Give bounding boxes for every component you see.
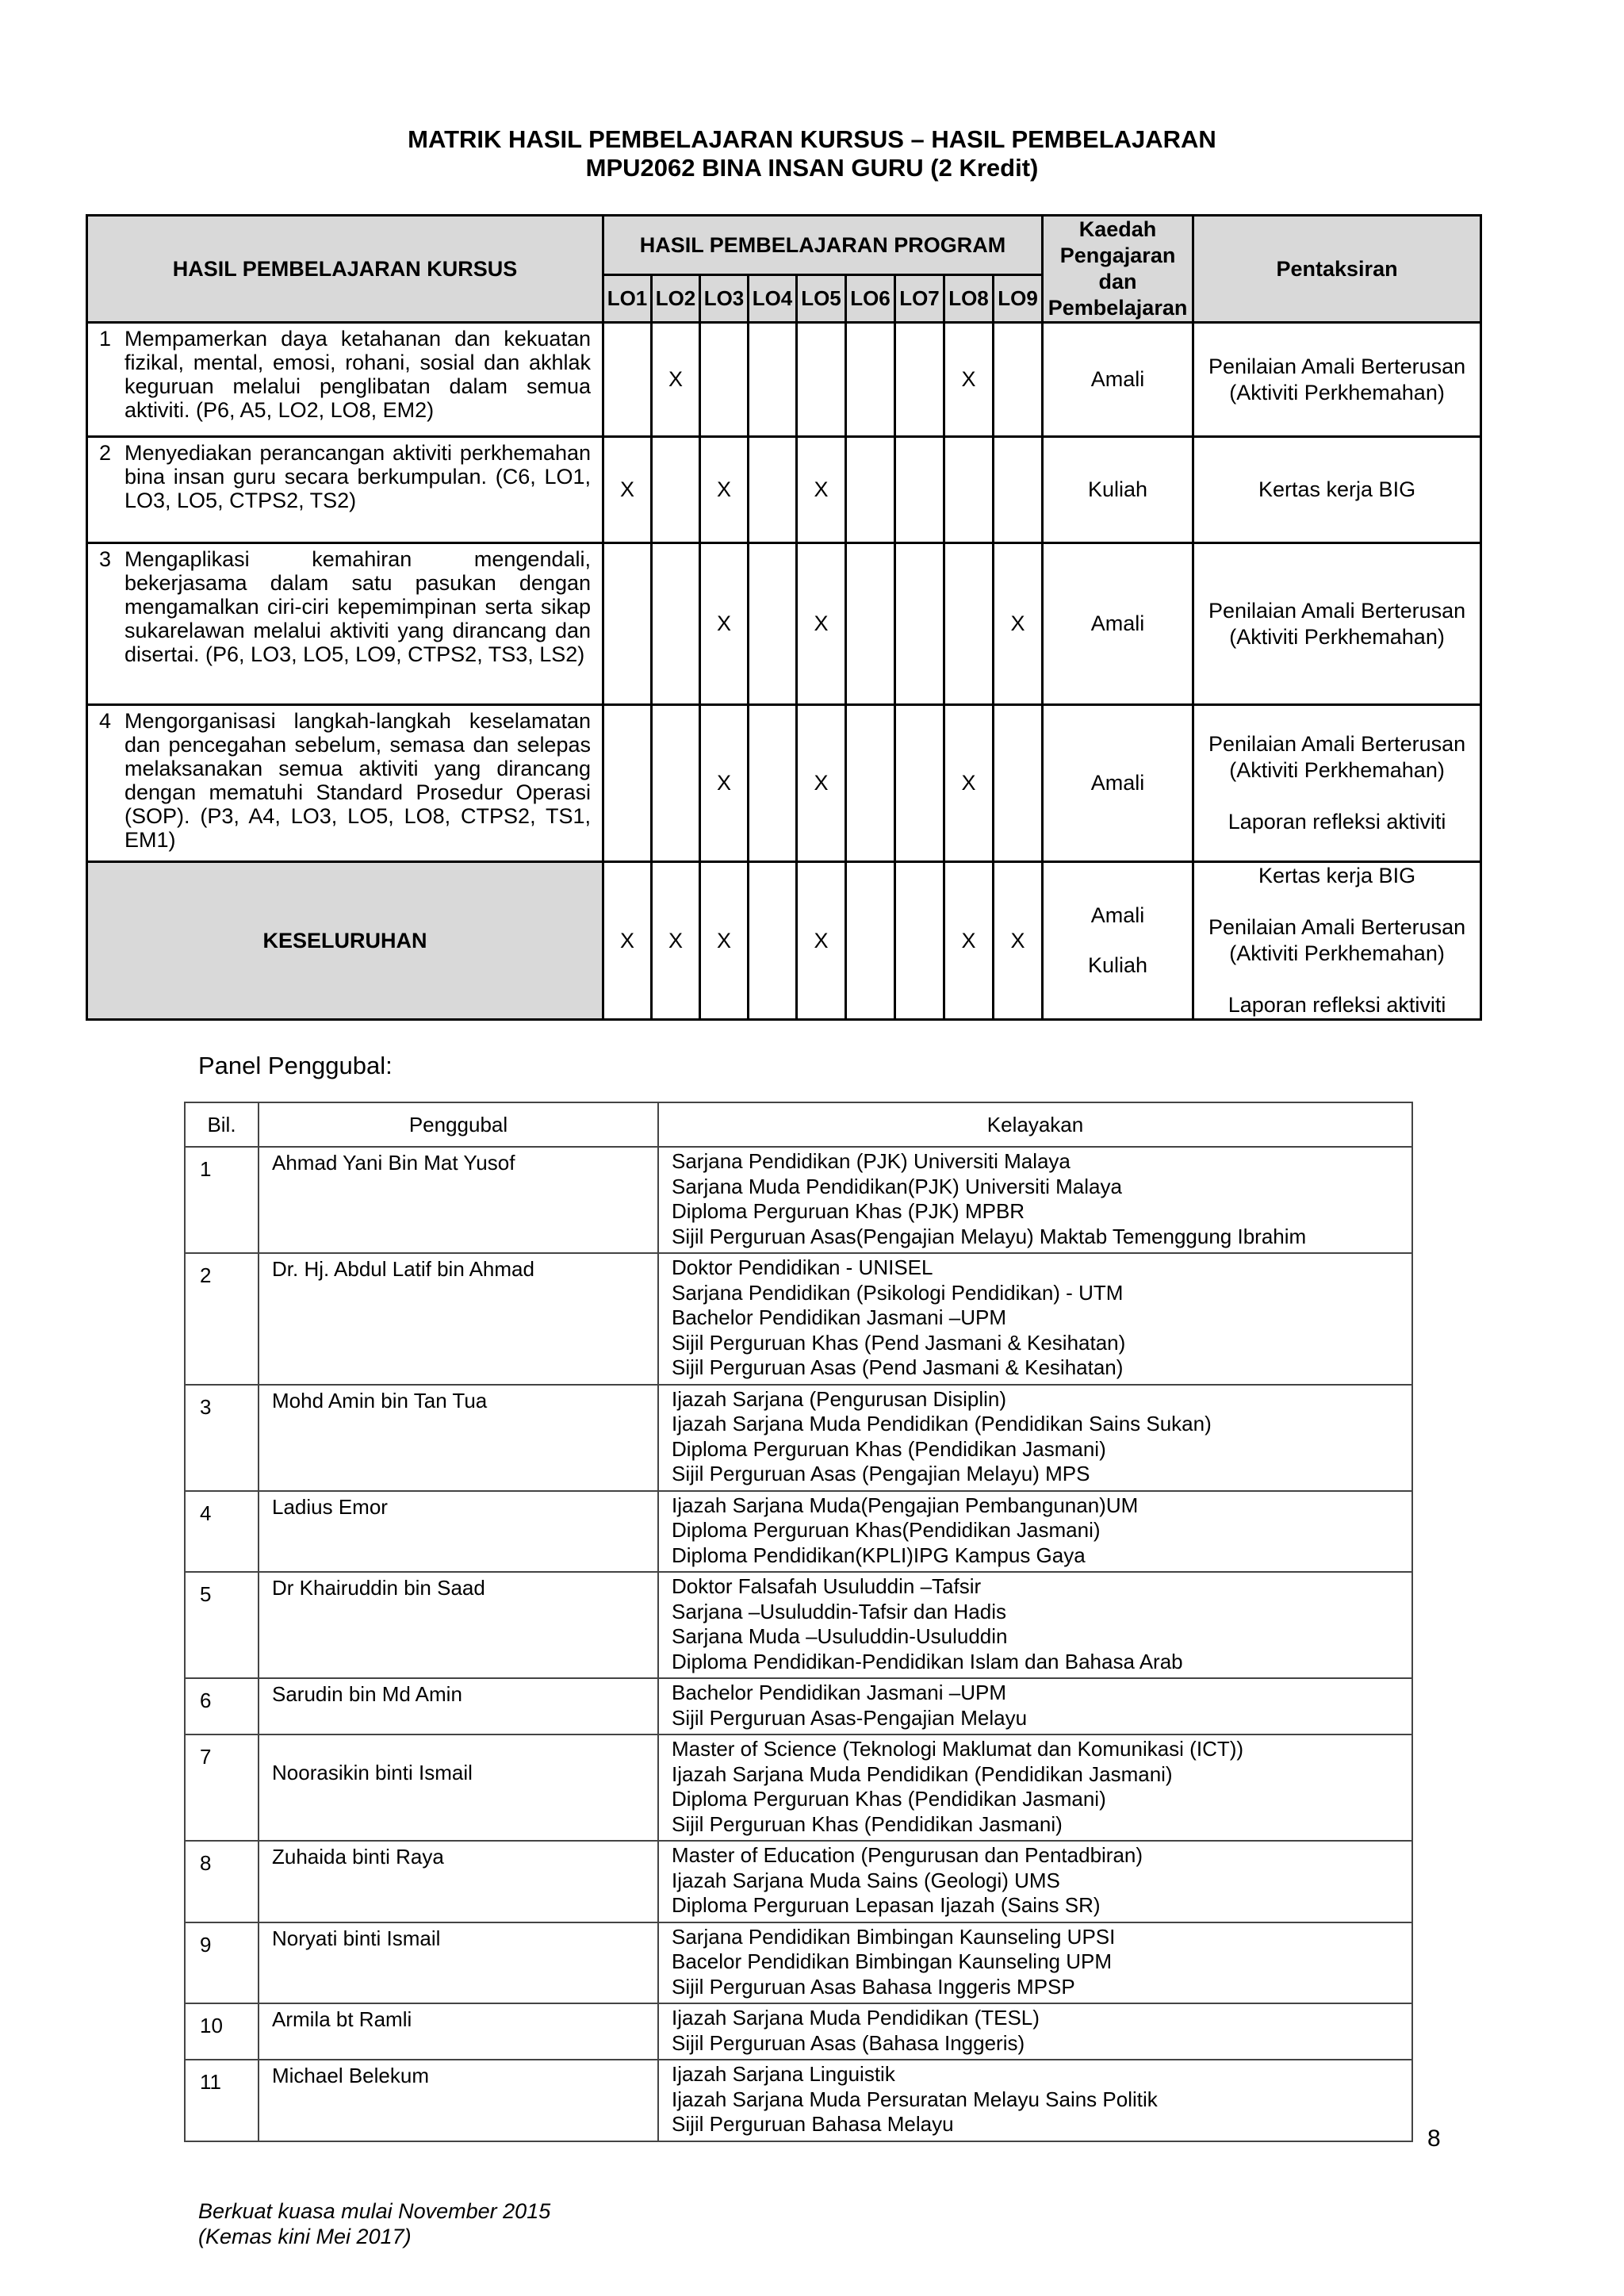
qualification: Diploma Pendidikan(KPLI)IPG Kampus Gaya: [672, 1543, 1086, 1567]
lo-header-4: LO4: [749, 275, 797, 323]
lo-mark: X: [652, 323, 700, 437]
outcome-row: [87, 705, 1481, 862]
lo-mark: X: [700, 705, 749, 862]
qualification: Diploma Perguruan Lepasan Ijazah (Sains SR): [672, 1893, 1101, 1917]
panel-name: Mohd Amin bin Tan Tua: [259, 1385, 658, 1491]
qualification: Sijil Perguruan Khas (Pend Jasmani & Kesihatan): [672, 1330, 1126, 1355]
qualification: Ijazah Sarjana Muda Pendidikan (Pendidikan Sains Sukan): [672, 1412, 1212, 1435]
line-spacer: [1044, 928, 1192, 953]
lo-mark: X: [797, 437, 846, 543]
overall-kaedah-cell: [1043, 862, 1193, 1020]
kelayakan-header: Kelayakan: [658, 1102, 1412, 1147]
panel-bil: 10: [185, 2003, 259, 2060]
panel-qualifications: [658, 1734, 1412, 1841]
qualification: Bacelor Pendidikan Bimbingan Kaunseling UPM: [672, 1949, 1112, 1973]
panel-qualifications: [658, 1491, 1412, 1573]
line-spacer: [1194, 967, 1480, 992]
pentaksiran-cell: [1193, 543, 1481, 705]
cell-line: Laporan refleksi aktiviti: [1228, 810, 1446, 834]
lo-mark: [797, 323, 846, 437]
qualification: Sarjana Muda –Usuluddin-Usuluddin: [672, 1624, 1008, 1648]
panel-bil: 9: [185, 1922, 259, 2004]
panel-qualifications: [658, 1678, 1412, 1734]
panel-bil: 3: [185, 1385, 259, 1491]
cell-line: (Aktiviti Perkhemahan): [1229, 624, 1445, 649]
lo-mark: [603, 705, 652, 862]
lo-mark: [846, 437, 895, 543]
overall-lo-mark: [895, 862, 944, 1020]
lo-header-6: LO6: [846, 275, 895, 323]
cell-line: (Aktiviti Perkhemahan): [1229, 941, 1445, 965]
panel-row: [185, 1385, 1412, 1491]
panel-qualifications: [658, 1253, 1412, 1385]
outcome-text: Mempamerkan daya ketahanan dan kekuatan fizikal, mental, emosi, rohani, sosial dan akhlak keguruan melalui penglibatan dalam semua aktiviti. (P6, A5, LO2, LO8, EM2): [124, 327, 591, 422]
cell-line: Laporan refleksi aktiviti: [1228, 993, 1446, 1017]
lo-header-9: LO9: [994, 275, 1043, 323]
panel-name: Dr Khairuddin bin Saad: [259, 1572, 658, 1678]
lo-header-5: LO5: [797, 275, 846, 323]
panel-name: Zuhaida binti Raya: [259, 1841, 658, 1922]
bil-header: Bil.: [185, 1102, 259, 1147]
panel-bil: 8: [185, 1841, 259, 1922]
overall-lo-mark: [846, 862, 895, 1020]
qualification: Diploma Perguruan Khas (PJK) MPBR: [672, 1199, 1025, 1223]
qualification: Sijil Perguruan Asas-Pengajian Melayu: [672, 1705, 1028, 1730]
qualification: Ijazah Sarjana (Pengurusan Disiplin): [672, 1386, 1007, 1411]
panel-name: Ladius Emor: [259, 1491, 658, 1573]
panel-row: [185, 1491, 1412, 1573]
lo-mark: [749, 323, 797, 437]
qualification: Ijazah Sarjana Muda Persuratan Melayu Sains Politik: [672, 2087, 1158, 2111]
lo-mark: [895, 437, 944, 543]
program-outcomes-header: HASIL PEMBELAJARAN PROGRAM: [603, 216, 1043, 275]
qualification: Ijazah Sarjana Muda Sains (Geologi) UMS: [672, 1868, 1060, 1892]
qualification: Master of Science (Teknologi Maklumat dan Komunikasi (ICT)): [672, 1737, 1244, 1761]
course-outcome-cell: [87, 437, 603, 543]
learning-outcome-matrix: [86, 214, 1482, 1021]
panel-name: Armila bt Ramli: [259, 2003, 658, 2060]
overall-lo-mark: [749, 862, 797, 1020]
qualification: Sarjana –Usuluddin-Tafsir dan Hadis: [672, 1599, 1007, 1623]
qualification: Diploma Perguruan Khas (Pendidikan Jasmani): [672, 1787, 1106, 1811]
cell-line: Amali: [1090, 611, 1145, 635]
qualification: Master of Education (Pengurusan dan Pentadbiran): [672, 1843, 1143, 1867]
footer-effective-date: Berkuat kuasa mulai November 2015: [198, 2199, 551, 2223]
panel-row: [185, 1678, 1412, 1734]
qualification: Sarjana Muda Pendidikan(PJK) Universiti Malaya: [672, 1174, 1122, 1198]
qualification: Ijazah Sarjana Muda Pendidikan (Pendidikan Jasmani): [672, 1761, 1173, 1786]
lo-mark: [700, 323, 749, 437]
overall-row: [87, 862, 1481, 1020]
lo-header-2: LO2: [652, 275, 700, 323]
lo-mark: X: [797, 705, 846, 862]
cell-line: Kuliah: [1088, 477, 1148, 501]
lo-mark: [994, 705, 1043, 862]
outcome-number: 3: [99, 547, 112, 571]
lo-header-1: LO1: [603, 275, 652, 323]
pentaksiran-cell: [1193, 437, 1481, 543]
overall-lo-mark: X: [944, 862, 994, 1020]
outcome-number: 4: [99, 709, 112, 733]
panel-table: [184, 1102, 1413, 2142]
overall-lo-mark: X: [797, 862, 846, 1020]
outcome-number: 2: [99, 441, 112, 465]
panel-bil: 5: [185, 1572, 259, 1678]
lo-mark: [652, 543, 700, 705]
document-title: MATRIK HASIL PEMBELAJARAN KURSUS – HASIL PEMBELAJARAN: [408, 125, 1216, 153]
overall-lo-mark: X: [603, 862, 652, 1020]
panel-qualifications: [658, 2003, 1412, 2060]
lo-mark: X: [700, 543, 749, 705]
panel-row: [185, 1253, 1412, 1385]
lo-mark: [895, 705, 944, 862]
lo-mark: [652, 705, 700, 862]
course-outcomes-header: HASIL PEMBELAJARAN KURSUS: [87, 216, 603, 323]
line-spacer: [1194, 889, 1480, 914]
outcome-text: Menyediakan perancangan aktiviti perkhemahan bina insan guru secara berkumpulan. (C6, LO1, LO3, LO5, CTPS2, TS2): [124, 441, 591, 512]
panel-name: Sarudin bin Md Amin: [259, 1678, 658, 1734]
panel-row: [185, 1147, 1412, 1253]
page-number: 8: [1427, 2125, 1441, 2152]
cell-line: Penilaian Amali Berterusan: [1208, 915, 1466, 939]
qualification: Ijazah Sarjana Muda Pendidikan (TESL): [672, 2006, 1040, 2030]
qualification: Ijazah Sarjana Linguistik: [672, 2062, 895, 2086]
lo-mark: [846, 705, 895, 862]
course-subtitle: MPU2062 BINA INSAN GURU (2 Kredit): [585, 154, 1039, 182]
panel-bil: 6: [185, 1678, 259, 1734]
qualification: Sarjana Pendidikan Bimbingan Kaunseling UPSI: [672, 1924, 1116, 1949]
panel-bil: 1: [185, 1147, 259, 1253]
qualification: Sarjana Pendidikan (Psikologi Pendidikan) - UTM: [672, 1280, 1124, 1305]
course-outcome: [99, 709, 591, 852]
lo-mark: X: [797, 543, 846, 705]
kaedah-header: Kaedah Pengajaran dan Pembelajaran: [1043, 216, 1193, 323]
qualification: Bachelor Pendidikan Jasmani –UPM: [672, 1305, 1006, 1329]
cell-line: Kuliah: [1088, 953, 1148, 977]
lo-mark: [846, 323, 895, 437]
pentaksiran-cell: [1193, 705, 1481, 862]
qualification: Sarjana Pendidikan (PJK) Universiti Malaya: [672, 1149, 1071, 1173]
panel-qualifications: [658, 2060, 1412, 2141]
cell-line: Penilaian Amali Berterusan: [1208, 732, 1466, 756]
lo-mark: [749, 543, 797, 705]
penggubal-header: Penggubal: [259, 1102, 658, 1147]
panel-row: [185, 1841, 1412, 1922]
panel-name: Noryati binti Ismail: [259, 1922, 658, 2004]
overall-lo-mark: X: [652, 862, 700, 1020]
lo-mark: [994, 437, 1043, 543]
panel-name: Dr. Hj. Abdul Latif bin Ahmad: [259, 1253, 658, 1385]
overall-lo-mark: X: [700, 862, 749, 1020]
cell-line: Kertas kerja BIG: [1258, 864, 1416, 887]
lo-mark: [895, 543, 944, 705]
lo-mark: X: [944, 705, 994, 862]
panel-name: Ahmad Yani Bin Mat Yusof: [259, 1147, 658, 1253]
qualification: Diploma Perguruan Khas (Pendidikan Jasmani): [672, 1436, 1106, 1461]
qualification: Sijil Perguruan Asas (Pend Jasmani & Kesihatan): [672, 1355, 1124, 1379]
lo-header-8: LO8: [944, 275, 994, 323]
panel-row: [185, 1572, 1412, 1678]
lo-mark: X: [700, 437, 749, 543]
qualification: Sijil Perguruan Bahasa Melayu: [672, 2112, 954, 2136]
lo-mark: [749, 437, 797, 543]
lo-mark: X: [944, 323, 994, 437]
course-outcome-cell: [87, 323, 603, 437]
panel-bil: 7: [185, 1734, 259, 1841]
panel-bil: 4: [185, 1491, 259, 1573]
lo-mark: [994, 323, 1043, 437]
overall-lo-mark: X: [994, 862, 1043, 1020]
course-outcome: [99, 547, 591, 666]
qualification: Diploma Perguruan Khas(Pendidikan Jasmani): [672, 1518, 1101, 1542]
qualification: Diploma Pendidikan-Pendidikan Islam dan Bahasa Arab: [672, 1649, 1183, 1673]
outcome-row: [87, 323, 1481, 437]
outcome-text: Mengorganisasi langkah-langkah keselamatan dan pencegahan sebelum, semasa dan selepas melaksanakan semua aktiviti yang dirancang dengan mematuhi Standard Prosedur Operasi (SOP). (P3, A4, LO3, LO5, LO8, CTPS2, TS1, EM1): [124, 709, 591, 852]
panel-row: [185, 2003, 1412, 2060]
cell-line: Kertas kerja BIG: [1258, 477, 1416, 501]
course-outcome-cell: [87, 705, 603, 862]
qualification: Sijil Perguruan Asas (Pengajian Melayu) MPS: [672, 1462, 1090, 1485]
cell-line: Penilaian Amali Berterusan: [1208, 354, 1466, 378]
kaedah-cell: [1043, 543, 1193, 705]
footer-updated-date: (Kemas kini Mei 2017): [198, 2225, 412, 2248]
outcome-row: [87, 543, 1481, 705]
cell-line: Amali: [1090, 903, 1145, 927]
lo-mark: [895, 323, 944, 437]
panel-qualifications: [658, 1385, 1412, 1491]
lo-header-7: LO7: [895, 275, 944, 323]
qualification: Doktor Falsafah Usuluddin –Tafsir: [672, 1574, 982, 1598]
panel-row: [185, 1734, 1412, 1841]
cell-line: (Aktiviti Perkhemahan): [1229, 758, 1445, 782]
qualification: Doktor Pendidikan - UNISEL: [672, 1255, 933, 1279]
kaedah-cell: [1043, 705, 1193, 862]
kaedah-cell: [1043, 437, 1193, 543]
course-outcome: [99, 441, 591, 512]
panel-qualifications: [658, 1841, 1412, 1922]
line-spacer: [1194, 784, 1480, 809]
qualification: Sijil Perguruan Khas (Pendidikan Jasmani): [672, 1811, 1063, 1836]
panel-row: [185, 2060, 1412, 2141]
pentaksiran-cell: [1193, 323, 1481, 437]
lo-mark: [652, 437, 700, 543]
qualification: Bachelor Pendidikan Jasmani –UPM: [672, 1681, 1006, 1704]
cell-line: Amali: [1090, 367, 1145, 391]
lo-mark: [603, 543, 652, 705]
panel-qualifications: [658, 1147, 1412, 1253]
cell-line: (Aktiviti Perkhemahan): [1229, 380, 1445, 404]
qualification: Sijil Perguruan Asas(Pengajian Melayu) Maktab Temenggung Ibrahim: [672, 1224, 1307, 1248]
lo-mark: [944, 437, 994, 543]
overall-pentaksiran-cell: [1193, 862, 1481, 1020]
outcome-text: Mengaplikasi kemahiran mengendali, bekerjasama dalam satu pasukan dengan mengamalkan ciri-ciri kepemimpinan serta sikap sukarelawan melalui aktiviti yang dirancang dan disertai. (P6, LO3, LO5, LO9, CTPS2, TS3, LS2): [124, 547, 591, 666]
pentaksiran-header: Pentaksiran: [1193, 216, 1481, 323]
cell-line: Amali: [1090, 771, 1145, 795]
lo-mark: [944, 543, 994, 705]
outcome-number: 1: [99, 327, 112, 351]
overall-label: KESELURUHAN: [87, 862, 603, 1020]
panel-qualifications: [658, 1572, 1412, 1678]
course-outcome-cell: [87, 543, 603, 705]
lo-mark: [846, 543, 895, 705]
lo-mark: [603, 323, 652, 437]
lo-mark: [749, 705, 797, 862]
lo-mark: X: [994, 543, 1043, 705]
lo-mark: X: [603, 437, 652, 543]
course-outcome: [99, 327, 591, 422]
panel-row: [185, 1922, 1412, 2004]
outcome-row: [87, 437, 1481, 543]
panel-bil: 11: [185, 2060, 259, 2141]
panel-name: Noorasikin binti Ismail: [259, 1734, 658, 1841]
panel-qualifications: [658, 1922, 1412, 2004]
qualification: Sijil Perguruan Asas Bahasa Inggeris MPSP: [672, 1974, 1075, 1999]
qualification: Sijil Perguruan Asas (Bahasa Inggeris): [672, 2030, 1025, 2055]
panel-bil: 2: [185, 1253, 259, 1385]
panel-heading: Panel Penggubal:: [198, 1052, 393, 1079]
panel-name: Michael Belekum: [259, 2060, 658, 2141]
kaedah-cell: [1043, 323, 1193, 437]
qualification: Ijazah Sarjana Muda(Pengajian Pembangunan)UM: [672, 1493, 1139, 1517]
cell-line: Penilaian Amali Berterusan: [1208, 598, 1466, 623]
lo-header-3: LO3: [700, 275, 749, 323]
